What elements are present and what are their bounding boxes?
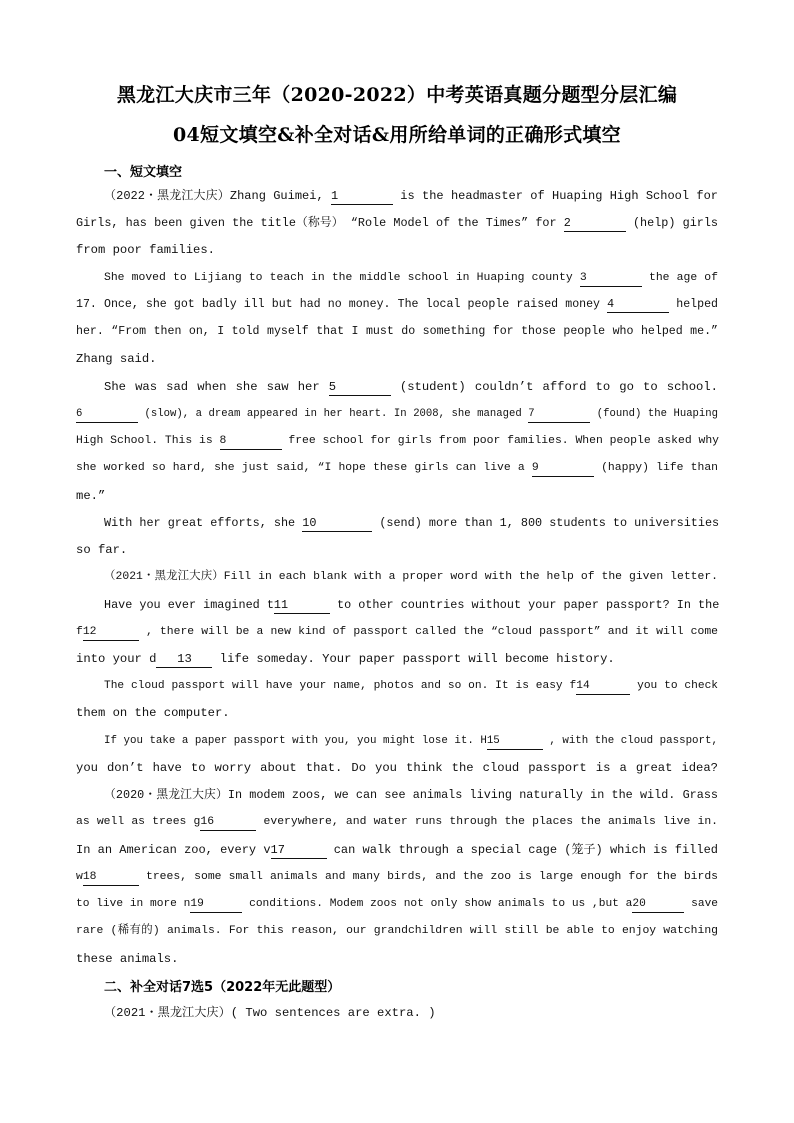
passage-2021-line: them on the computer.	[76, 706, 230, 720]
passage-2022-line: so far.	[76, 543, 128, 557]
blank-9[interactable]: 9	[532, 461, 594, 477]
passage-2022-line: me.”	[76, 489, 106, 503]
blank-20[interactable]: 20	[632, 897, 684, 913]
passage-2020-line: In an American zoo, every v17 can walk through a special cage (笼子) which is filled	[76, 843, 718, 857]
blank-7[interactable]: 7	[528, 407, 590, 423]
passage-2022-line: She was sad when she saw her 5 (student) couldn’t afford to go to school.	[104, 380, 718, 394]
source-label: （2022・黑龙江大庆）	[104, 189, 230, 203]
passage-2022-line: her. “From then on, I told myself that I must do something for those people who helped me.”	[76, 325, 718, 338]
passage-2022-line: she worked so hard, she just said, “I hope these girls can live a 9 (happy) life than	[76, 459, 718, 477]
passage-2022-line: She moved to Lijiang to teach in the middle school in Huaping county 3 the age of	[104, 269, 718, 287]
passage-2022-line: （2022・黑龙江大庆）Zhang Guimei, 1 is the headmaster of Huaping High School for	[104, 189, 718, 203]
passage-2022-line: Zhang said.	[76, 352, 157, 366]
passage-2021-line: The cloud passport will have your name, photos and so on. It is easy f14 you to check	[104, 677, 718, 695]
passage-2022-line: from poor families.	[76, 243, 215, 257]
passage-2020-line: rare (稀有的) animals. For this reason, our grandchildren will still be able to enjoy watching	[76, 925, 718, 937]
passage-2022-line: With her great efforts, she 10 (send) more than 1, 800 students to universities	[104, 516, 720, 530]
blank-12[interactable]: 12	[83, 625, 139, 641]
passage-2022-line: 6 (slow), a dream appeared in her heart. In 2008, she managed 7 (found) the Huaping	[76, 405, 718, 423]
blank-1[interactable]: 1	[331, 189, 393, 205]
blank-10[interactable]: 10	[302, 516, 372, 532]
passage-2020-line: as well as trees g16 everywhere, and water runs through the places the animals live in.	[76, 813, 718, 831]
passage-2021-line: into your d 13 life someday. Your paper passport will become history.	[76, 652, 615, 666]
passage-2022-line: 17. Once, she got badly ill but had no money. The local people raised money 4 helped	[76, 298, 719, 311]
blank-5[interactable]: 5	[329, 380, 391, 396]
blank-8[interactable]: 8	[220, 434, 282, 450]
source-label: （2021・黑龙江大庆）	[104, 571, 224, 583]
source-label: （2021・黑龙江大庆）	[104, 1006, 231, 1020]
blank-15[interactable]: 15	[487, 734, 543, 750]
section-heading-short-passage: 一、短文填空	[104, 165, 183, 180]
passage-2021-line: If you take a paper passport with you, you might lose it. H15 , with the cloud passport,	[104, 732, 718, 750]
passage-2021-line: （2021・黑龙江大庆）Fill in each blank with a proper word with the help of the given letter.	[104, 571, 719, 583]
passage-2020-line: w18 trees, some small animals and many birds, and the zoo is large enough for the birds	[76, 868, 718, 886]
blank-17[interactable]: 17	[271, 843, 327, 859]
blank-18[interactable]: 18	[83, 870, 139, 886]
blank-13[interactable]: 13	[156, 652, 212, 668]
passage-2021-line: you don’t have to worry about that. Do you think the cloud passport is a great idea?	[76, 761, 718, 775]
blank-16[interactable]: 16	[200, 815, 256, 831]
blank-19[interactable]: 19	[190, 897, 242, 913]
blank-14[interactable]: 14	[576, 679, 630, 695]
dialogue-2021-line: （2021・黑龙江大庆）( Two sentences are extra. )	[104, 1006, 436, 1020]
passage-2021-line: f12 , there will be a new kind of passport called the “cloud passport” and it will come	[76, 623, 718, 641]
passage-2020-line: （2020・黑龙江大庆）In modem zoos, we can see animals living naturally in the wild. Grass	[104, 788, 718, 802]
source-label: （2020・黑龙江大庆）	[104, 788, 228, 802]
document-subtitle: 04短文填空&补全对话&用所给单词的正确形式填空	[173, 124, 621, 146]
passage-2020-line: to live in more n19 conditions. Modem zoos not only show animals to us ,but a20 save	[76, 895, 718, 913]
document-title: 黑龙江大庆市三年（2020-2022）中考英语真题分题型分层汇编	[116, 84, 678, 106]
section-heading-dialogue: 二、补全对话7选5（2022年无此题型）	[104, 980, 341, 995]
passage-2022-line: Girls, has been given the title（称号） “Role Model of the Times” for 2 (help) girls	[76, 216, 719, 230]
blank-2[interactable]: 2	[564, 216, 626, 232]
blank-6[interactable]: 6	[76, 407, 138, 423]
blank-11[interactable]: 11	[274, 598, 330, 614]
passage-2022-line: High School. This is 8 free school for girls from poor families. When people asked why	[76, 432, 718, 450]
blank-3[interactable]: 3	[580, 271, 642, 287]
blank-4[interactable]: 4	[607, 297, 669, 313]
passage-2020-line: these animals.	[76, 952, 179, 966]
passage-2021-line: Have you ever imagined t11 to other countries without your paper passport? In the	[104, 598, 720, 612]
